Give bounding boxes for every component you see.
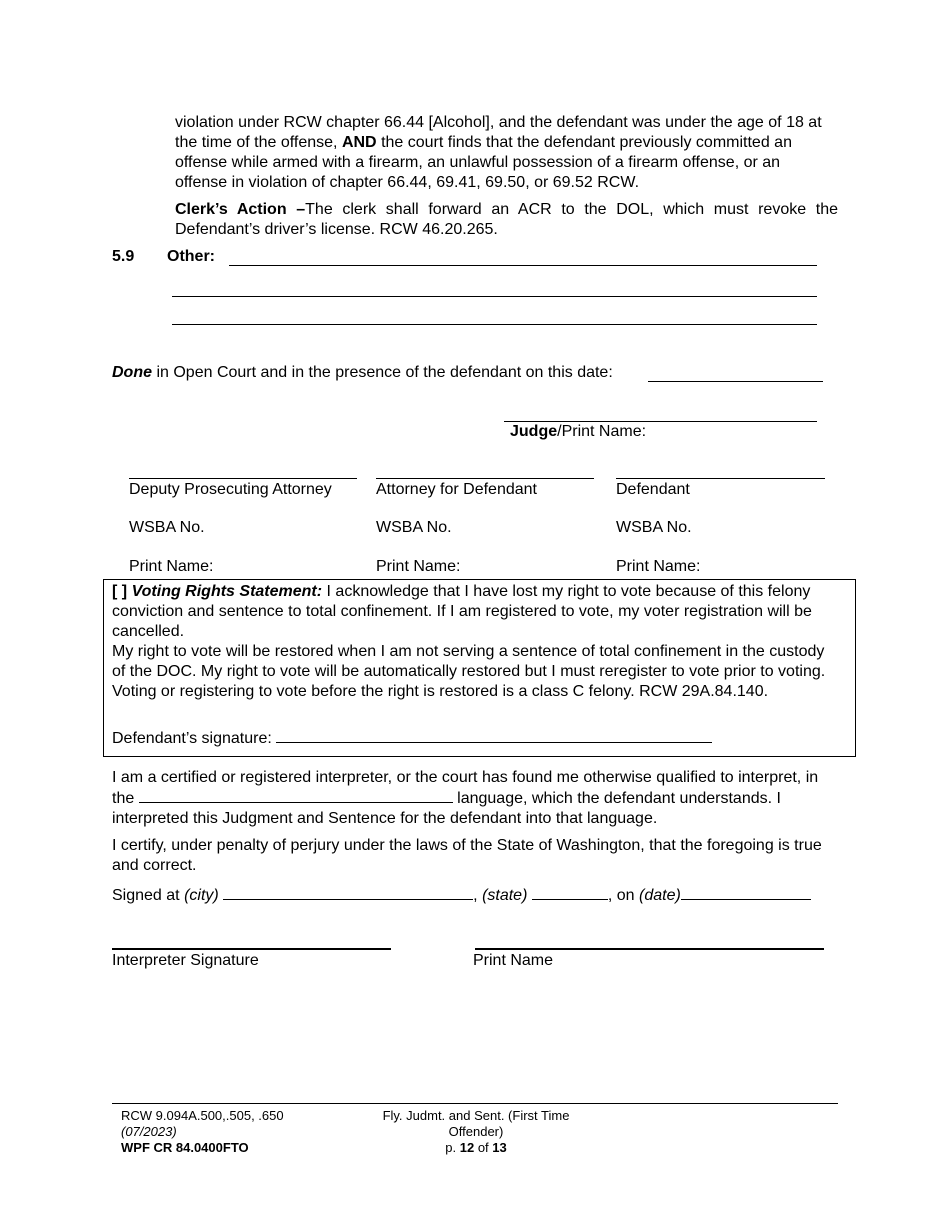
- defendant-signature-row: [112, 728, 712, 748]
- defendant-title: Defendant: [616, 481, 690, 498]
- defense-attorney-print-name: Print Name:: [376, 558, 461, 575]
- done-statement: [112, 364, 613, 382]
- date-label: (date): [639, 887, 681, 904]
- voting-text-2: My right to vote will be restored when I am not serving a sentence of total confinement in the custody of the DOC. My right to vote will be automatically restored but I must reregister to vote prior to voting. Voting or registering to vote before the right is restored is a class C felony. RCW 29A.84.140.: [112, 643, 826, 700]
- prosecutor-title: Deputy Prosecuting Attorney: [129, 481, 332, 498]
- judge-signature-line[interactable]: [504, 421, 817, 422]
- judge-bold: Judge: [510, 423, 558, 440]
- prosecutor-wsba: WSBA No.: [129, 519, 205, 536]
- defendant-wsba: WSBA No.: [616, 519, 692, 536]
- footer-left: [121, 1108, 284, 1156]
- footer-page-prefix: p.: [445, 1140, 457, 1155]
- clerk-action-text: The clerk shall forward an ACR to the DOL, which must revoke the Defendant’s driver’s license. RCW 46.20.265.: [175, 201, 839, 238]
- done-text: in Open Court and in the presence of the defendant on this date:: [156, 364, 613, 381]
- defendant-print-name: Print Name:: [616, 558, 701, 575]
- judge-rest: /Print Name:: [557, 423, 647, 440]
- voting-title: Voting Rights Statement:: [131, 583, 323, 600]
- interpreter-text-a: I am a certified or registered interpreter, or the court has found me otherwise qualified to interpret, in the: [112, 769, 819, 807]
- continuation-text-b: the court finds that the defendant previously committed an offense while armed with a firearm, an unlawful possession of a firearm offense, or an offense in violation of chapter 66.44, 69.41, 69.50, or 69.52 RCW.: [175, 134, 792, 191]
- date-field[interactable]: [681, 885, 811, 900]
- state-field[interactable]: [532, 885, 608, 900]
- voting-checkbox[interactable]: [ ]: [112, 583, 128, 600]
- city-label: (city): [184, 887, 219, 904]
- judge-label: [510, 423, 646, 441]
- interpreter-signature-line[interactable]: [112, 948, 391, 950]
- signed-at-label: Signed at: [112, 887, 180, 904]
- clerk-action-label: Clerk’s Action –: [175, 201, 306, 218]
- footer-title: Fly. Judmt. and Sent. (First Time Offender): [382, 1108, 570, 1139]
- section-number: 5.9: [112, 248, 135, 265]
- and-emphasis: AND: [341, 134, 377, 151]
- voting-rights-box: [103, 579, 856, 757]
- other-line-2[interactable]: [172, 296, 817, 297]
- done-lead: Done: [112, 364, 152, 381]
- on-label: , on: [607, 887, 635, 904]
- interpreter-print-name-label: Print Name: [473, 952, 554, 969]
- defendant-signature-line[interactable]: [616, 478, 825, 479]
- voting-text-1: I acknowledge that I have lost my right to vote because of this felony conviction and sentence to total confinement. If I am registered to vote, my voter registration will be cancelled.: [112, 583, 812, 640]
- continuation-text-a: violation under RCW chapter 66.44 [Alcohol], and the defendant was under the age of 18 at the time of the offense,: [175, 114, 822, 151]
- footer-rule: [112, 1103, 838, 1104]
- done-date-line[interactable]: [648, 381, 823, 382]
- city-field[interactable]: [223, 885, 473, 900]
- defense-attorney-wsba: WSBA No.: [376, 519, 452, 536]
- footer-form-number: WPF CR 84.0400FTO: [121, 1140, 249, 1155]
- voting-rights-text: [112, 582, 837, 702]
- footer-page-number: 12: [459, 1140, 475, 1155]
- language-field[interactable]: [139, 788, 453, 803]
- footer-date: (07/2023): [121, 1124, 177, 1139]
- other-line-3[interactable]: [172, 324, 817, 325]
- other-label: Other:: [167, 248, 215, 265]
- footer-page-of: of: [477, 1140, 489, 1155]
- footer-page-total: 13: [492, 1140, 507, 1155]
- footer-center: [360, 1108, 592, 1156]
- footer-rcw: RCW 9.094A.500,.505, .650: [121, 1108, 284, 1123]
- defendant-signature-label: Defendant’s signature:: [112, 730, 272, 747]
- other-line-1[interactable]: [229, 265, 817, 266]
- defense-attorney-signature-line[interactable]: [376, 478, 594, 479]
- prosecutor-signature-line[interactable]: [129, 478, 357, 479]
- interpreter-text-b: language, which the defendant understands. I interpreted this Judgment and Sentence for the defendant into that language.: [112, 790, 781, 827]
- interpreter-print-name-line[interactable]: [475, 948, 824, 950]
- interpreter-signature-label: Interpreter Signature: [112, 952, 259, 969]
- interpreter-certify: I certify, under penalty of perjury under the laws of the State of Washington, that the foregoing is true and correct.: [112, 837, 822, 874]
- footer-page: [360, 1140, 592, 1156]
- signed-at-row: Signed at (city) , (state) , on (date): [112, 885, 811, 905]
- defendant-signature-field[interactable]: [276, 728, 712, 743]
- defense-attorney-title: Attorney for Defendant: [376, 481, 537, 498]
- clerk-action: [175, 200, 838, 240]
- prosecutor-print-name: Print Name:: [129, 558, 214, 575]
- section-continuation: [175, 113, 835, 193]
- interpreter-statement: [112, 768, 837, 829]
- state-label: (state): [482, 887, 528, 904]
